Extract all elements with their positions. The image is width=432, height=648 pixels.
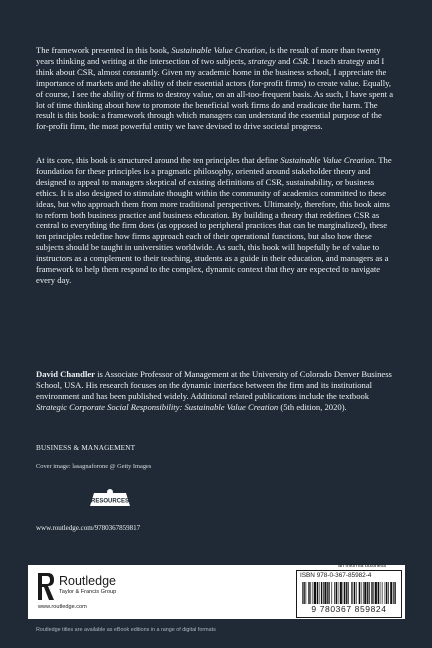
routledge-logo-icon — [38, 573, 55, 600]
blurb-text: and — [275, 55, 293, 66]
publisher-url[interactable]: www.routledge.com — [38, 604, 87, 610]
subject-csr: CSR — [292, 55, 308, 66]
publisher-name: Routledge — [59, 574, 116, 588]
publisher-group: Taylor & Francis Group — [59, 589, 117, 595]
blurb-text: The framework presented in this book, — [36, 45, 172, 55]
book-title-italic: Sustainable Value Creation — [171, 45, 266, 55]
author-name: David Chandler — [36, 369, 95, 379]
blurb-paragraph-2 — [36, 155, 394, 286]
ebook-note: Routledge titles are available as eBook editions in a range of digital formats — [36, 627, 216, 633]
related-title: Strategic Corporate Social Responsibility: Sustainable Value Creation — [36, 401, 279, 412]
blurb-text: . The foundation for these principles is a pragmatic philosophy, oriented around stakeholder theory and designed to appeal to managers skeptical of existing definitions of CSR, sustainability, or business ethics. It is also designed to stimulate thought within the community of academics committed to these ideas, but who approach them from more traditional perspectives. Ultimately, therefore, this book aims to reform both business practice and business education. By building a theory that redefines CSR as central to everything the firm does (as opposed to peripheral practices that can be marginalized), these ten principles redefine how firms approach each of their operational functions, but also how these subjects should be taught in universities worldwide. As such, this book will hopefully be of value to instructors as a complement to their teaching, students as a guide in their education, and managers as a framework to help them respond to the complex, dynamic context that they are expected to navigate every day. — [36, 155, 392, 285]
author-bio-text: is Associate Professor of Management at the University of Colorado Denver Business School, USA. His research focuses on the dynamic interface between the firm and its institutional environment and has been published widely. Additional related publications include the textbook — [36, 369, 392, 401]
subject-category: BUSINESS & MANAGEMENT — [36, 444, 136, 452]
blurb-paragraph-1 — [36, 45, 394, 132]
barcode-icon — [301, 582, 397, 604]
cover-credit: Cover image: lasagnaforone @ Getty Images — [36, 463, 152, 470]
blurb-text: , is the result of more than twenty years thinking and writing at the intersection of two subjects, — [36, 45, 381, 66]
author-bio-text: (5th edition, 2020). — [278, 401, 347, 412]
book-title-italic: Sustainable Value Creation — [280, 155, 375, 165]
author-bio — [36, 369, 394, 413]
blurb-text: At its core, this book is structured around the ten principles that define — [36, 155, 281, 165]
informa-label: an informa business — [338, 563, 387, 569]
resources-badge-icon — [88, 488, 132, 508]
resources-badge-label: RESOURCES — [90, 498, 130, 505]
barcode-digits: 9 780367 859824 — [311, 604, 387, 614]
book-website[interactable]: www.routledge.com/9780367859817 — [36, 524, 141, 532]
blurb-text: . I teach strategy and I think about CSR, almost constantly. Given my academic home in the business school, I appreciate the importance of markets and the ability of their essential actors (for-profit firms) to create value. Equally, of course, I see the ability of firms to destroy value, on an all-too-frequent basis. As such, I have spent a lot of time thinking about how to promote the beneficial work firms do and eradicate the harm. The result is this book: a framework through which managers can understand the essential purpose of the for-profit firm, the most powerful entity we have devised to drive societal progress. — [36, 55, 394, 132]
subject-strategy: strategy — [248, 55, 276, 66]
isbn-label: ISBN 978-0-367-85982-4 — [300, 572, 372, 579]
